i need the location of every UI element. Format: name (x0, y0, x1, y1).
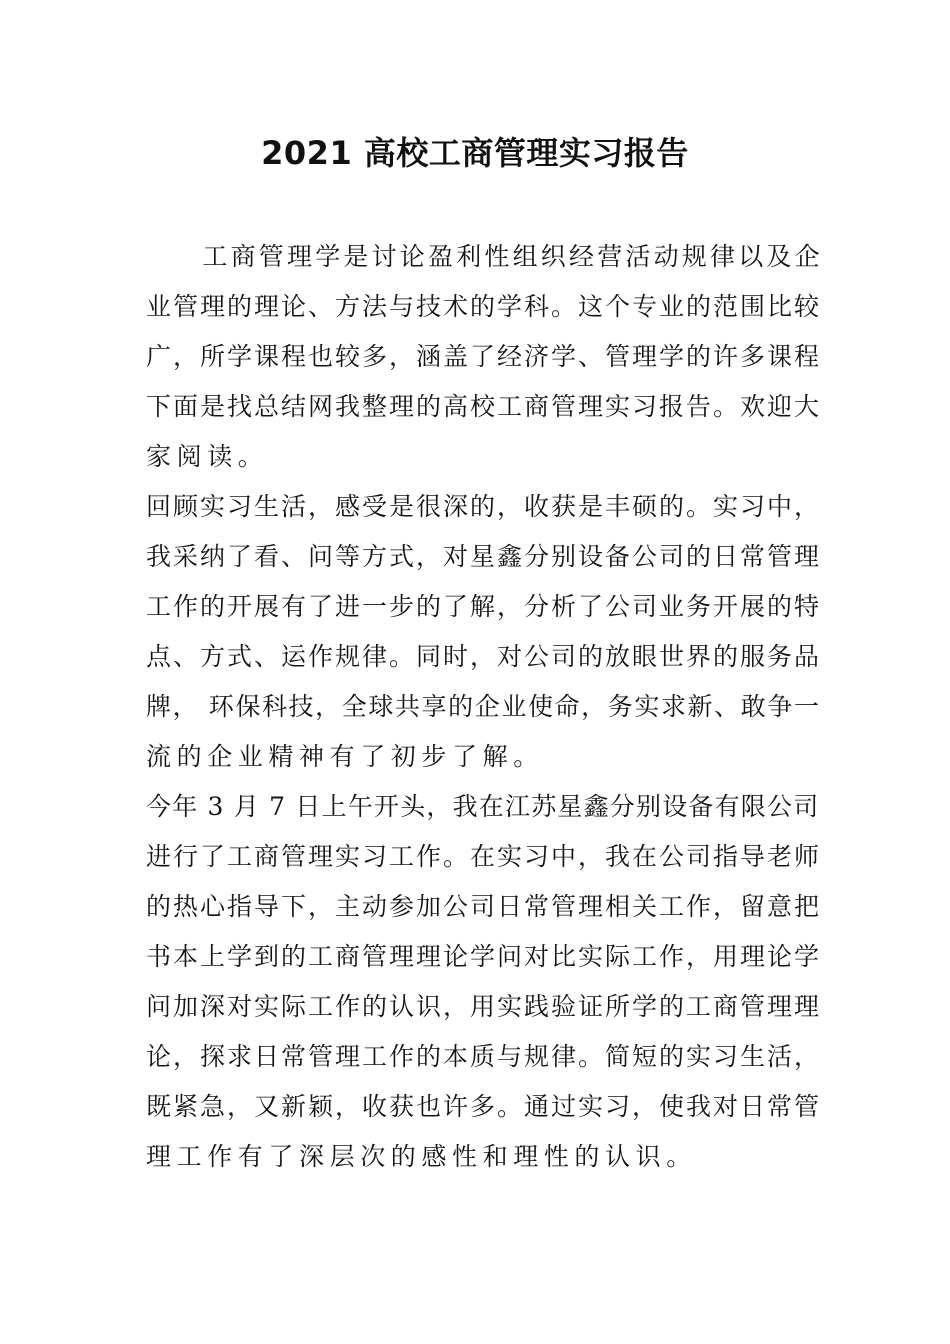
paragraph-1-line-2: 业管理的理论、方法与技术的学科。这个专业的范围比较 (146, 292, 822, 321)
paragraph-3-line-4: 书本上学到的工商管理理论学问对比实际工作，用理论学 (146, 942, 822, 971)
paragraph-3-line-8: 理工作有了深层次的感性和理性的认识。 (146, 1142, 697, 1171)
paragraph-2-line-1: 回顾实习生活，感受是很深的，收获是丰硕的。实习中， (146, 492, 822, 521)
paragraph-2-line-3: 工作的开展有了进一步的了解，分析了公司业务开展的特 (146, 592, 822, 621)
paragraph-2-line-5: 牌， 环保科技，全球共享的企业使命，务实求新、敢争一 (146, 692, 821, 721)
paragraph-1-line-1: 工商管理学是讨论盈利性组织经营活动规律以及企 (146, 242, 823, 271)
paragraph-3-line-2: 进行了工商管理实习工作。在实习中，我在公司指导老师 (146, 842, 822, 871)
paragraph-2-line-2: 我采纳了看、问等方式，对星鑫分别设备公司的日常管理 (146, 542, 822, 571)
paragraph-3-line-7: 既紧急，又新颖，收获也许多。通过实习，使我对日常管 (146, 1092, 822, 1121)
document-title: 2021 高校工商管理实习报告 (261, 134, 689, 172)
paragraph-3-line-6: 论，探求日常管理工作的本质与规律。简短的实习生活， (146, 1042, 822, 1071)
paragraph-2-line-6: 流的企业精神有了初步了解。 (146, 742, 544, 771)
paragraph-1-line-5: 家阅读。 (146, 442, 269, 471)
paragraph-2-line-4: 点、方式、运作规律。同时，对公司的放眼世界的服务品 (146, 642, 822, 671)
paragraph-3-line-5: 问加深对实际工作的认识，用实践验证所学的工商管理理 (146, 992, 822, 1021)
paragraph-3-line-3: 的热心指导下，主动参加公司日常管理相关工作，留意把 (146, 892, 822, 921)
paragraph-1-line-3: 广，所学课程也较多，涵盖了经济学、管理学的许多课程 (146, 342, 822, 371)
paragraph-1-line-4: 下面是找总结网我整理的高校工商管理实习报告。欢迎大 (146, 392, 822, 421)
paragraph-3-line-1: 今年 3 月 7 日上午开头，我在江苏星鑫分别设备有限公司 (146, 792, 820, 821)
